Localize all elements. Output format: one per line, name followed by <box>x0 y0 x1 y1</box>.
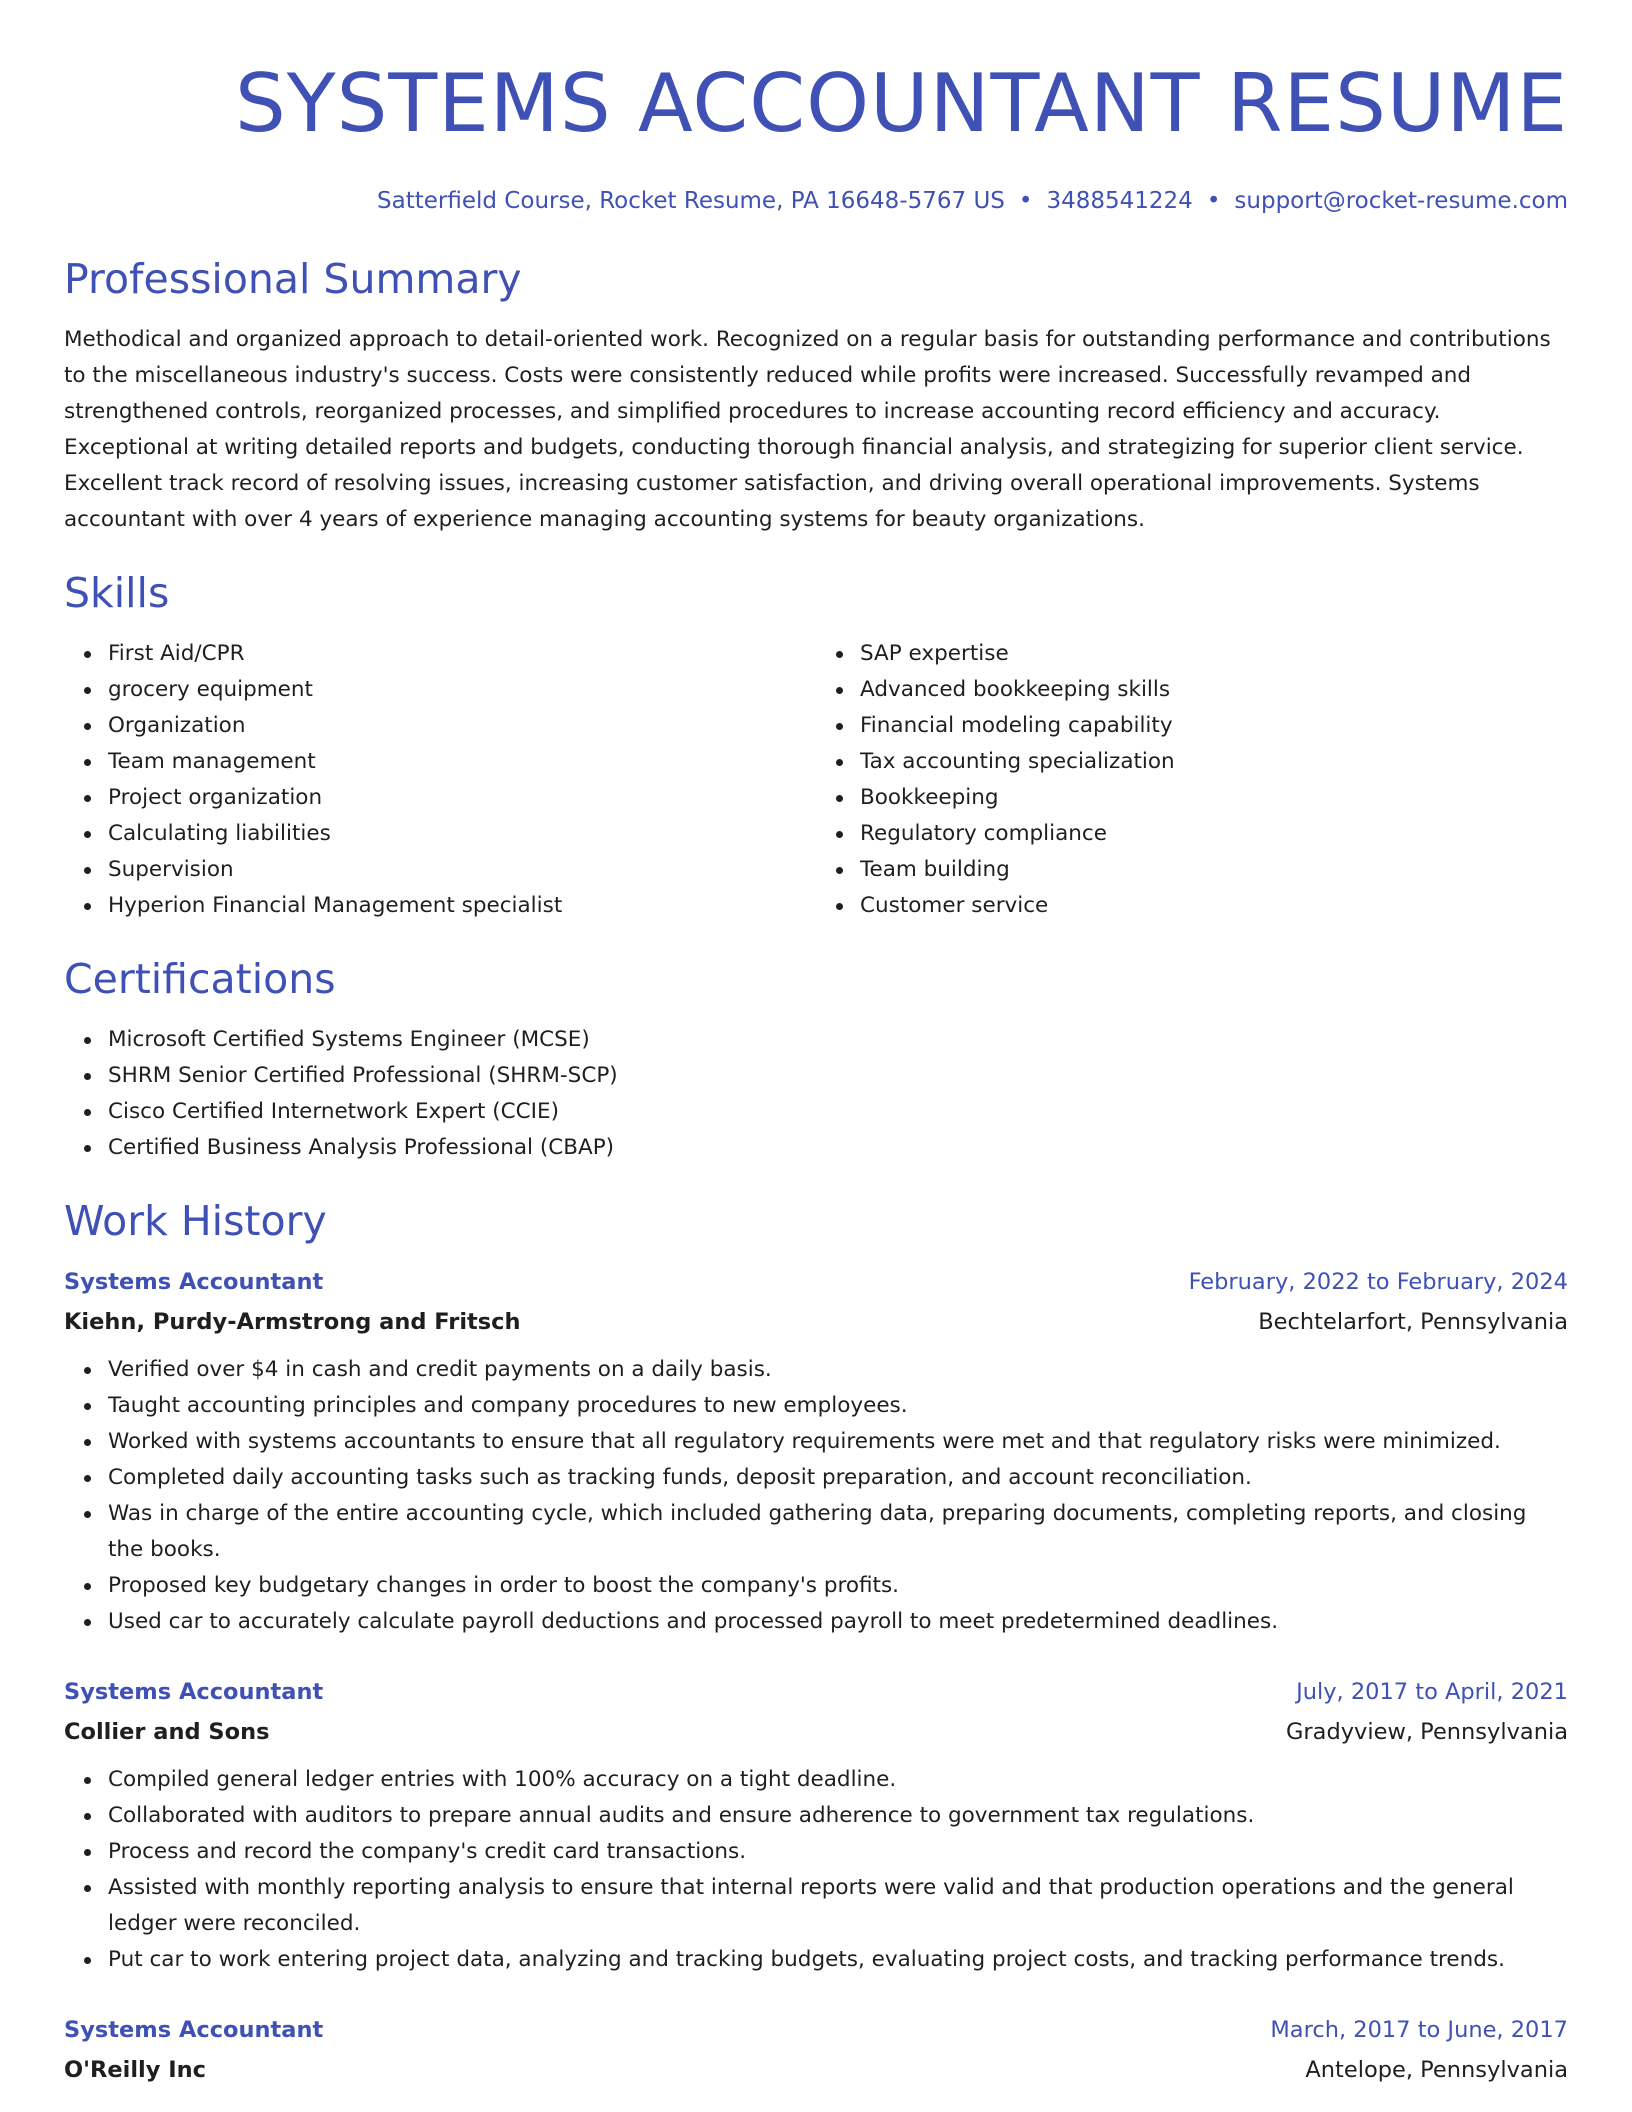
job-title: Systems Accountant <box>64 1269 324 1295</box>
job-duties <box>64 1352 1568 1640</box>
job-duty: Verified over $4 in cash and credit payments on a daily basis. <box>108 1352 1568 1388</box>
certifications-heading: Certifications <box>64 955 336 1003</box>
skill-item: Project organization <box>108 780 816 816</box>
certification-item: Cisco Certified Internetwork Expert (CCIE) <box>108 1094 1568 1130</box>
job-entry <box>64 1264 1568 1640</box>
skills-columns <box>64 636 1568 924</box>
job-duty: Completed daily accounting tasks such as tracking funds, deposit preparation, and account reconciliation. <box>108 1460 1568 1496</box>
job-title: Systems Accountant <box>64 1679 324 1705</box>
job-header <box>64 1264 1568 1300</box>
skills-list-left <box>64 636 816 924</box>
job-duty: Put car to work entering project data, analyzing and tracking budgets, evaluating project costs, and tracking performance trends. <box>108 1942 1568 1978</box>
job-entry <box>64 2012 1568 2088</box>
job-dates: February, 2022 to February, 2024 <box>1188 1269 1568 1295</box>
skill-item: grocery equipment <box>108 672 816 708</box>
job-company: Collier and Sons <box>64 1719 270 1745</box>
job-duty: Process and record the company's credit card transactions. <box>108 1834 1568 1870</box>
job-header <box>64 1674 1568 1710</box>
job-header <box>64 2012 1568 2048</box>
contact-phone[interactable]: 3488541224 <box>1046 188 1193 214</box>
job-company: O'Reilly Inc <box>64 2057 206 2083</box>
skill-item: Hyperion Financial Management specialist <box>108 888 816 924</box>
job-location: Antelope, Pennsylvania <box>1305 2057 1568 2083</box>
skills-list-right <box>816 636 1568 924</box>
job-duty: Proposed key budgetary changes in order to boost the company's profits. <box>108 1568 1568 1604</box>
skill-item: Team building <box>860 852 1568 888</box>
job-entry <box>64 1674 1568 1978</box>
job-dates: March, 2017 to June, 2017 <box>1270 2017 1568 2043</box>
skill-item: Tax accounting specialization <box>860 744 1568 780</box>
job-subheader <box>64 1304 1568 1340</box>
summary-text: Methodical and organized approach to detail-oriented work. Recognized on a regular basis for outstanding performance and contributions to the miscellaneous industry's success. Costs were consistently reduced while profits were increased. Successfully revamped and strengthened controls, reorganized processes, and simplified procedures to increase accounting record efficiency and accuracy. Exceptional at writing detailed reports and budgets, conducting thorough financial analysis, and strategizing for superior client service. Excellent track record of resolving issues, increasing customer satisfaction, and driving overall operational improvements. Systems accountant with over 4 years of experience managing accounting systems for beauty organizations. <box>64 327 1551 532</box>
job-location: Bechtelarfort, Pennsylvania <box>1258 1309 1568 1335</box>
summary-heading: Professional Summary <box>64 255 522 303</box>
job-company: Kiehn, Purdy-Armstrong and Fritsch <box>64 1309 521 1335</box>
skill-item: Supervision <box>108 852 816 888</box>
resume-title: SYSTEMS ACCOUNTANT RESUME <box>234 57 1568 150</box>
certification-item: Certified Business Analysis Professional (CBAP) <box>108 1130 1568 1166</box>
contact-separator: • <box>1018 188 1033 214</box>
certifications-list <box>64 1022 1568 1166</box>
job-location: Gradyview, Pennsylvania <box>1285 1719 1568 1745</box>
contact-line <box>64 186 1568 216</box>
job-title: Systems Accountant <box>64 2017 324 2043</box>
job-subheader <box>64 1714 1568 1750</box>
skills-heading: Skills <box>64 569 170 617</box>
skill-item: Calculating liabilities <box>108 816 816 852</box>
job-duty: Compiled general ledger entries with 100% accuracy on a tight deadline. <box>108 1762 1568 1798</box>
job-duty: Collaborated with auditors to prepare annual audits and ensure adherence to government tax regulations. <box>108 1798 1568 1834</box>
contact-separator: • <box>1206 188 1221 214</box>
job-duty: Assisted with monthly reporting analysis to ensure that internal reports were valid and that production operations and the general ledger were reconciled. <box>108 1870 1568 1942</box>
job-dates: July, 2017 to April, 2021 <box>1296 1679 1568 1705</box>
skill-item: Financial modeling capability <box>860 708 1568 744</box>
job-duty: Was in charge of the entire accounting cycle, which included gathering data, preparing documents, completing reports, and closing the books. <box>108 1496 1568 1568</box>
skill-item: SAP expertise <box>860 636 1568 672</box>
skill-item: Bookkeeping <box>860 780 1568 816</box>
job-duty: Taught accounting principles and company procedures to new employees. <box>108 1388 1568 1424</box>
certification-item: Microsoft Certified Systems Engineer (MCSE) <box>108 1022 1568 1058</box>
contact-address: Satterfield Course, Rocket Resume, PA 16648-5767 US <box>377 188 1005 214</box>
job-subheader <box>64 2052 1568 2088</box>
skill-item: Regulatory compliance <box>860 816 1568 852</box>
job-duty: Worked with systems accountants to ensure that all regulatory requirements were met and that regulatory risks were minimized. <box>108 1424 1568 1460</box>
contact-email[interactable]: support@rocket-resume.com <box>1234 188 1568 214</box>
skill-item: Customer service <box>860 888 1568 924</box>
skill-item: Organization <box>108 708 816 744</box>
skill-item: Advanced bookkeeping skills <box>860 672 1568 708</box>
skill-item: First Aid/CPR <box>108 636 816 672</box>
work-history-heading: Work History <box>64 1197 327 1245</box>
certification-item: SHRM Senior Certified Professional (SHRM-SCP) <box>108 1058 1568 1094</box>
job-duty: Used car to accurately calculate payroll deductions and processed payroll to meet predetermined deadlines. <box>108 1604 1568 1640</box>
job-duties <box>64 1762 1568 1978</box>
skill-item: Team management <box>108 744 816 780</box>
